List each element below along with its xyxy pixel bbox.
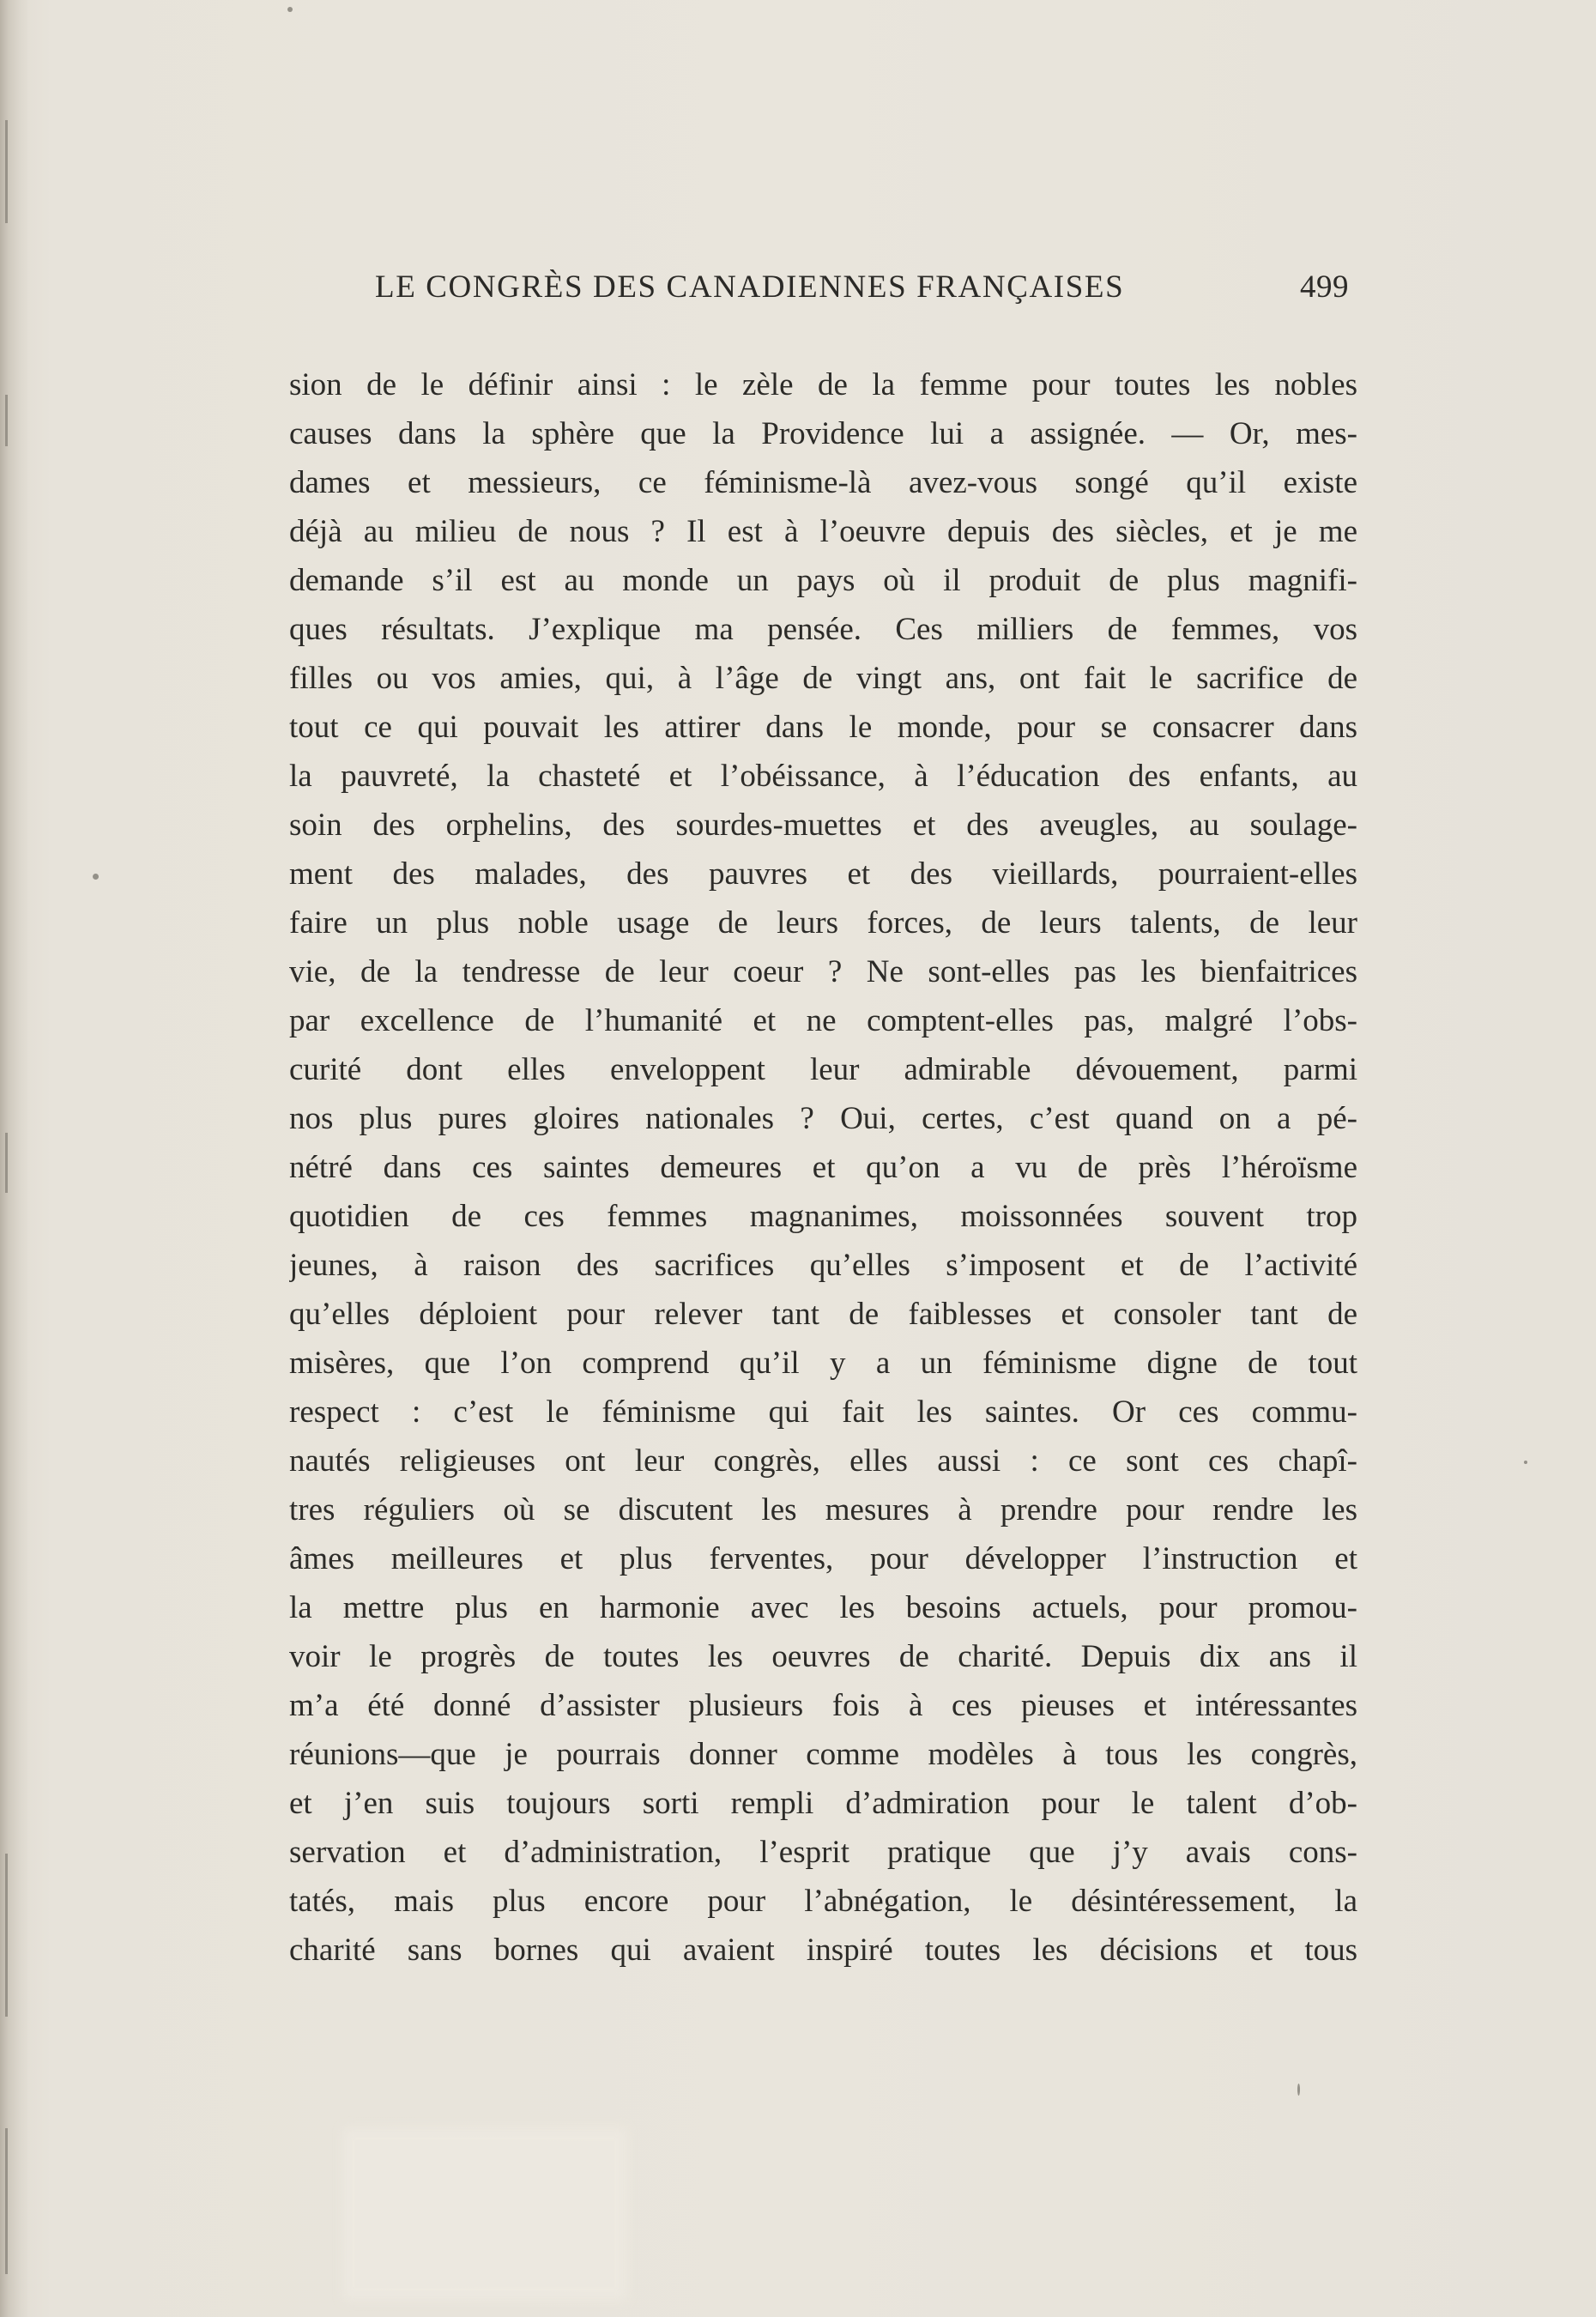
text-line: la pauvreté, la chasteté et l’obéissance, à l’éducation des enfants, au bbox=[289, 759, 1357, 794]
text-line: sion de le définir ainsi : le zèle de la femme pour toutes les nobles bbox=[289, 367, 1357, 402]
binding-mark bbox=[5, 1133, 8, 1193]
text-line: voir le progrès de toutes les oeuvres de charité. Depuis dix ans il bbox=[289, 1639, 1357, 1674]
paper-speck bbox=[93, 874, 99, 880]
text-line: servation et d’administration, l’esprit pratique que j’y avais cons- bbox=[289, 1835, 1357, 1870]
paper-speck bbox=[1524, 1461, 1527, 1464]
running-title: LE CONGRÈS DES CANADIENNES FRANÇAISES bbox=[375, 269, 1125, 305]
text-line: et j’en suis toujours sorti rempli d’admiration pour le talent d’ob- bbox=[289, 1786, 1357, 1821]
text-line: la mettre plus en harmonie avec les besoins actuels, pour promou- bbox=[289, 1590, 1357, 1625]
text-line: déjà au milieu de nous ? Il est à l’oeuvre depuis des siècles, et je me bbox=[289, 514, 1357, 549]
body-text bbox=[289, 360, 1357, 1975]
text-line: soin des orphelins, des sourdes-muettes et des aveugles, au soulage- bbox=[289, 808, 1357, 843]
text-line: m’a été donné d’assister plusieurs fois à ces pieuses et intéressantes bbox=[289, 1688, 1357, 1723]
text-line: nos plus pures gloires nationales ? Oui, certes, c’est quand on a pé- bbox=[289, 1101, 1357, 1136]
text-line: tout ce qui pouvait les attirer dans le monde, pour se consacrer dans bbox=[289, 710, 1357, 745]
text-line: curité dont elles enveloppent leur admirable dévouement, parmi bbox=[289, 1052, 1357, 1087]
text-line: tatés, mais plus encore pour l’abnégation, le désintéressement, la bbox=[289, 1884, 1357, 1919]
text-line: qu’elles déploient pour relever tant de faiblesses et consoler tant de bbox=[289, 1297, 1357, 1332]
binding-mark bbox=[5, 1854, 8, 2017]
text-line: nautés religieuses ont leur congrès, elles aussi : ce sont ces chapî- bbox=[289, 1443, 1357, 1479]
binding-mark bbox=[5, 2128, 8, 2274]
text-line: par excellence de l’humanité et ne comptent-elles pas, malgré l’obs- bbox=[289, 1003, 1357, 1038]
text-line: ques résultats. J’explique ma pensée. Ces milliers de femmes, vos bbox=[289, 612, 1357, 647]
text-line: respect : c’est le féminisme qui fait les saintes. Or ces commu- bbox=[289, 1394, 1357, 1430]
text-line: causes dans la sphère que la Providence lui a assignée. — Or, mes- bbox=[289, 416, 1357, 451]
text-line: faire un plus noble usage de leurs forces, de leurs talents, de leur bbox=[289, 905, 1357, 941]
text-line: ment des malades, des pauvres et des vieillards, pourraient-elles bbox=[289, 856, 1357, 892]
text-line: nétré dans ces saintes demeures et qu’on a vu de près l’héroïsme bbox=[289, 1150, 1357, 1185]
text-line: jeunes, à raison des sacrifices qu’elles s’imposent et de l’activité bbox=[289, 1248, 1357, 1283]
paper-stain bbox=[343, 2128, 626, 2300]
text-line: misères, que l’on comprend qu’il y a un féminisme digne de tout bbox=[289, 1346, 1357, 1381]
binding-mark bbox=[5, 395, 8, 446]
text-line: tres réguliers où se discutent les mesures à prendre pour rendre les bbox=[289, 1492, 1357, 1528]
text-line: dames et messieurs, ce féminisme-là avez-vous songé qu’il existe bbox=[289, 465, 1357, 500]
paper-speck bbox=[1297, 2084, 1300, 2096]
binding-mark bbox=[5, 120, 8, 223]
text-line: charité sans bornes qui avaient inspiré toutes les décisions et tous bbox=[289, 1933, 1357, 1968]
text-line: vie, de la tendresse de leur coeur ? Ne sont-elles pas les bienfaitrices bbox=[289, 954, 1357, 989]
text-line: âmes meilleures et plus ferventes, pour développer l’instruction et bbox=[289, 1541, 1357, 1576]
binding-edge bbox=[0, 0, 29, 2317]
text-line: réunions—que je pourrais donner comme modèles à tous les congrès, bbox=[289, 1737, 1357, 1772]
text-line: quotidien de ces femmes magnanimes, moissonnées souvent trop bbox=[289, 1199, 1357, 1234]
page-number: 499 bbox=[1300, 269, 1349, 305]
text-line: demande s’il est au monde un pays où il produit de plus magnifi- bbox=[289, 563, 1357, 598]
running-header bbox=[375, 269, 1349, 320]
paper-speck bbox=[287, 7, 293, 12]
text-line: filles ou vos amies, qui, à l’âge de vingt ans, ont fait le sacrifice de bbox=[289, 661, 1357, 696]
